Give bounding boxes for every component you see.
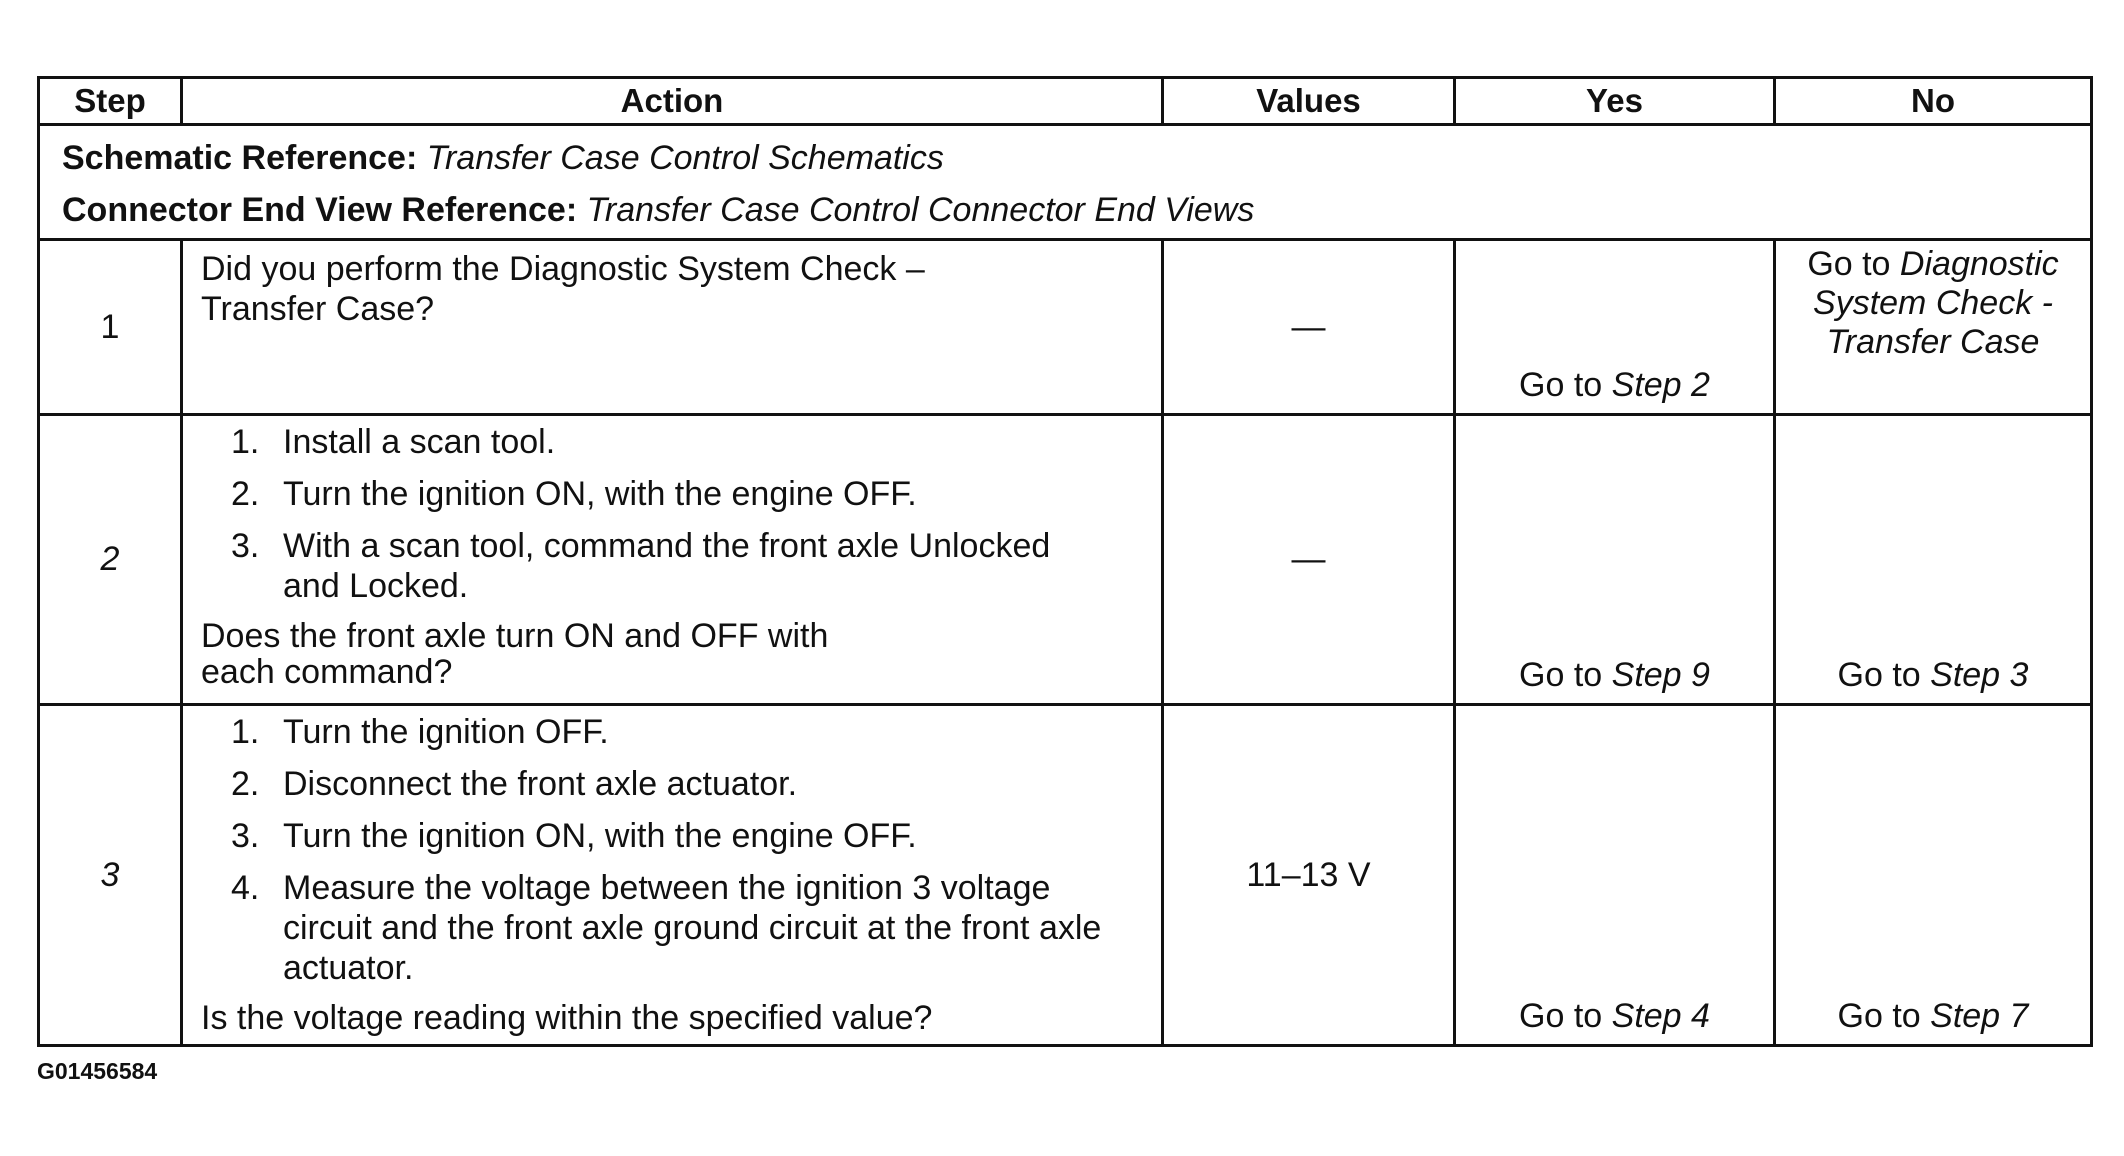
reference-cell	[39, 125, 2092, 240]
yes-cell	[1455, 240, 1775, 415]
item-text: Measure the voltage between the ignition 3 voltage circuit and the front axle ground circuit at the front axle actuator.	[283, 869, 1102, 987]
yes-goto-link[interactable]: Step 4	[1611, 997, 1710, 1035]
item-number: 2.	[231, 765, 260, 803]
connector-reference	[62, 186, 2068, 238]
item-number: 3.	[231, 817, 260, 855]
yes-cell	[1455, 415, 1775, 705]
diagnostic-table	[37, 76, 2093, 1047]
item-text: Turn the ignition OFF.	[283, 713, 609, 751]
yes-goto	[1456, 656, 1773, 695]
item-number: 1.	[231, 713, 260, 751]
action-cell	[182, 415, 1163, 705]
table-row-step-3	[39, 705, 2092, 1046]
figure-id: G01456584	[37, 1058, 158, 1084]
item-text: Disconnect the front axle actuator.	[283, 765, 798, 803]
item-text: Turn the ignition ON, with the engine OFF.	[283, 817, 917, 855]
action-question: Is the voltage reading within the specified value?	[201, 999, 933, 1037]
header-values: Values	[1163, 78, 1455, 125]
no-goto-link[interactable]: Diagnostic System Check - Transfer Case	[1813, 245, 2059, 361]
yes-goto-link[interactable]: Step 9	[1611, 656, 1710, 694]
value-cell: —	[1163, 415, 1455, 705]
procedure-item	[201, 474, 1143, 514]
step-number: 3	[39, 705, 182, 1046]
header-action: Action	[182, 78, 1163, 125]
no-cell	[1775, 705, 2092, 1046]
item-text: Install a scan tool.	[283, 423, 556, 461]
value-cell: 11–13 V	[1163, 705, 1455, 1046]
step-number: 2	[39, 415, 182, 705]
connector-reference-label: Connector End View Reference:	[62, 191, 578, 229]
procedure-list	[201, 422, 1143, 606]
procedure-item	[201, 422, 1143, 462]
schematic-reference-label: Schematic Reference:	[62, 139, 418, 177]
action-cell	[182, 240, 1163, 415]
yes-goto-prefix: Go to	[1519, 997, 1612, 1035]
header-step: Step	[39, 78, 182, 125]
no-goto-prefix: Go to	[1837, 656, 1931, 694]
no-goto	[1776, 245, 2090, 362]
no-goto	[1776, 656, 2090, 695]
reference-row	[39, 125, 2092, 240]
no-cell	[1775, 240, 2092, 415]
yes-goto	[1456, 997, 1773, 1036]
yes-cell	[1455, 705, 1775, 1046]
item-text: With a scan tool, command the front axle Unlocked and Locked.	[283, 527, 1051, 605]
no-cell	[1775, 415, 2092, 705]
connector-reference-link[interactable]: Transfer Case Control Connector End Views	[586, 191, 1255, 229]
table-header-row	[39, 78, 2092, 125]
action-cell	[182, 705, 1163, 1046]
procedure-list	[201, 712, 1143, 988]
item-number: 4.	[231, 869, 260, 907]
yes-goto-prefix: Go to	[1519, 366, 1612, 404]
no-goto-link[interactable]: Step 7	[1930, 997, 2029, 1035]
schematic-reference	[62, 134, 2068, 186]
yes-goto	[1456, 366, 1773, 405]
action-question: Does the front axle turn ON and OFF with each command?	[201, 617, 829, 691]
value-cell: —	[1163, 240, 1455, 415]
procedure-item	[201, 764, 1143, 804]
procedure-item	[201, 712, 1143, 752]
procedure-item	[201, 526, 1143, 606]
no-goto	[1776, 997, 2090, 1036]
schematic-reference-link[interactable]: Transfer Case Control Schematics	[426, 139, 944, 177]
no-goto-link[interactable]: Step 3	[1930, 656, 2029, 694]
yes-goto-prefix: Go to	[1519, 656, 1612, 694]
item-text: Turn the ignition ON, with the engine OFF.	[283, 475, 917, 513]
step-number: 1	[39, 240, 182, 415]
item-number: 3.	[231, 527, 260, 565]
yes-goto-link[interactable]: Step 2	[1611, 366, 1710, 404]
table-row-step-1	[39, 240, 2092, 415]
action-question: Did you perform the Diagnostic System Check – Transfer Case?	[201, 250, 925, 328]
no-goto-prefix: Go to	[1837, 997, 1931, 1035]
no-goto-prefix: Go to	[1807, 245, 1900, 283]
procedure-item	[201, 868, 1143, 988]
item-number: 1.	[231, 423, 260, 461]
header-yes: Yes	[1455, 78, 1775, 125]
table-row-step-2	[39, 415, 2092, 705]
procedure-item	[201, 816, 1143, 856]
header-no: No	[1775, 78, 2092, 125]
item-number: 2.	[231, 475, 260, 513]
